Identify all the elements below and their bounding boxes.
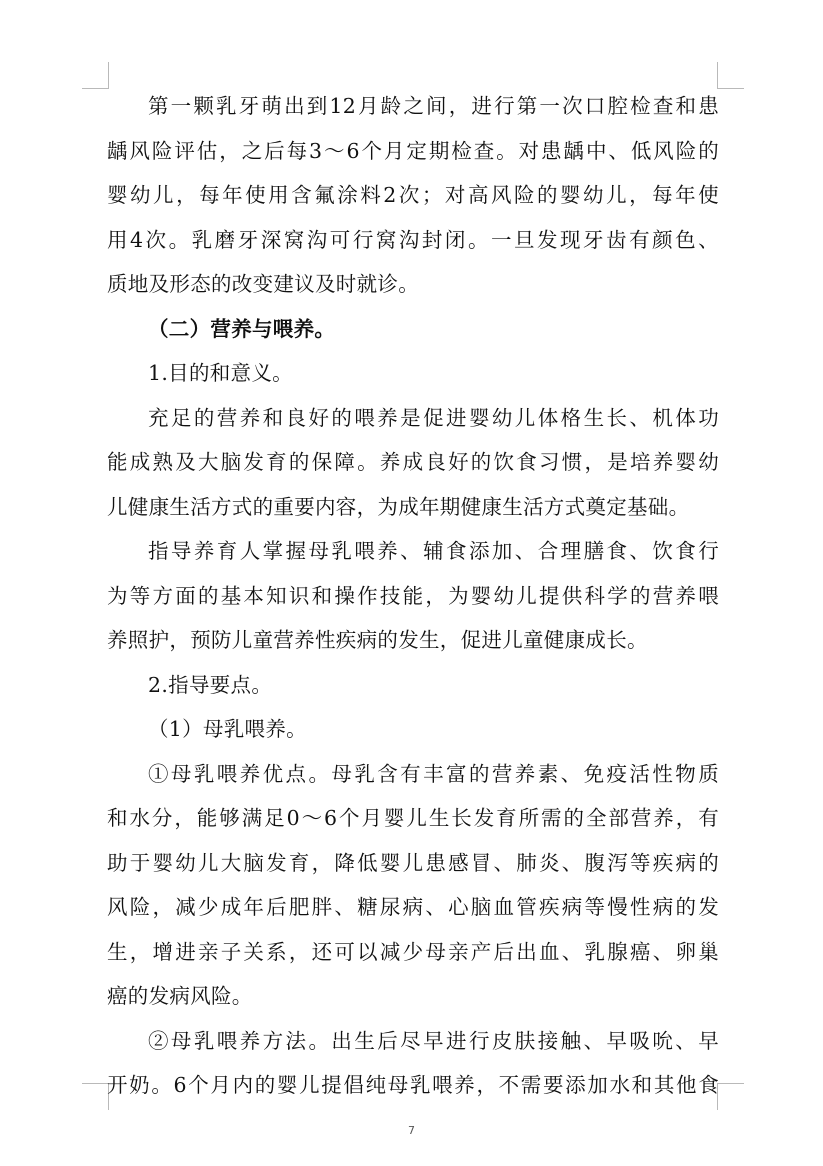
crop-mark-bottom-left <box>82 1083 109 1110</box>
text-line: 为等方面的基本知识和操作技能，为婴幼儿提供科学的营养喂 <box>107 583 719 608</box>
text-line: 养照护，预防儿童营养性疾病的发生，促进儿童健康成长。 <box>107 628 648 652</box>
text-line: 开奶。6个月内的婴儿提倡纯母乳喂养，不需要添加水和其他食 <box>107 1073 719 1097</box>
text-line: 1.目的和意义。 <box>148 361 293 385</box>
text-line: 儿健康生活方式的重要内容，为成年期健康生活方式奠定基础。 <box>107 494 690 519</box>
text-line: 能成熟及大脑发育的保障。养成良好的饮食习惯，是培养婴幼 <box>107 450 719 474</box>
text-line: 风险，减少成年后肥胖、糖尿病、心脑血管疾病等慢性病的发 <box>107 895 719 919</box>
text-line: 癌的发病风险。 <box>107 984 253 1008</box>
text-line: ②母乳喂养方法。出生后尽早进行皮肤接触、早吸吮、早 <box>148 1028 719 1053</box>
text-line: 质地及形态的改变建议及时就诊。 <box>107 272 419 296</box>
text-line: （1）母乳喂养。 <box>148 717 307 741</box>
crop-mark-top-left <box>82 62 109 89</box>
text-line: 指导养育人掌握母乳喂养、辅食添加、合理膳食、饮食行 <box>148 539 719 563</box>
crop-mark-bottom-right <box>717 1083 744 1110</box>
text-line: 第一颗乳牙萌出到12月龄之间，进行第一次口腔检查和患 <box>148 94 719 118</box>
text-line: 和水分，能够满足0～6个月婴儿生长发育所需的全部营养，有 <box>107 806 719 830</box>
text-line: 用4次。乳磨牙深窝沟可行窝沟封闭。一旦发现牙齿有颜色、 <box>107 227 719 252</box>
crop-mark-top-right <box>717 62 744 89</box>
body-text <box>107 84 719 1108</box>
text-line: 2.指导要点。 <box>148 672 273 697</box>
text-line: 婴幼儿，每年使用含氟涂料2次；对高风险的婴幼儿，每年使 <box>107 183 719 207</box>
text-line: ①母乳喂养优点。母乳含有丰富的营养素、免疫活性物质 <box>148 761 719 786</box>
page-number: 7 <box>408 1124 415 1137</box>
text-line: （二）营养与喂养。 <box>148 316 336 341</box>
text-line: 龋风险评估，之后每3～6个月定期检查。对患龋中、低风险的 <box>107 138 719 163</box>
text-line: 生，增进亲子关系，还可以减少母亲产后出血、乳腺癌、卵巢 <box>107 939 719 964</box>
text-line: 充足的营养和良好的喂养是促进婴幼儿体格生长、机体功 <box>148 405 719 430</box>
text-line: 助于婴幼儿大脑发育，降低婴儿患感冒、肺炎、腹泻等疾病的 <box>107 850 719 875</box>
